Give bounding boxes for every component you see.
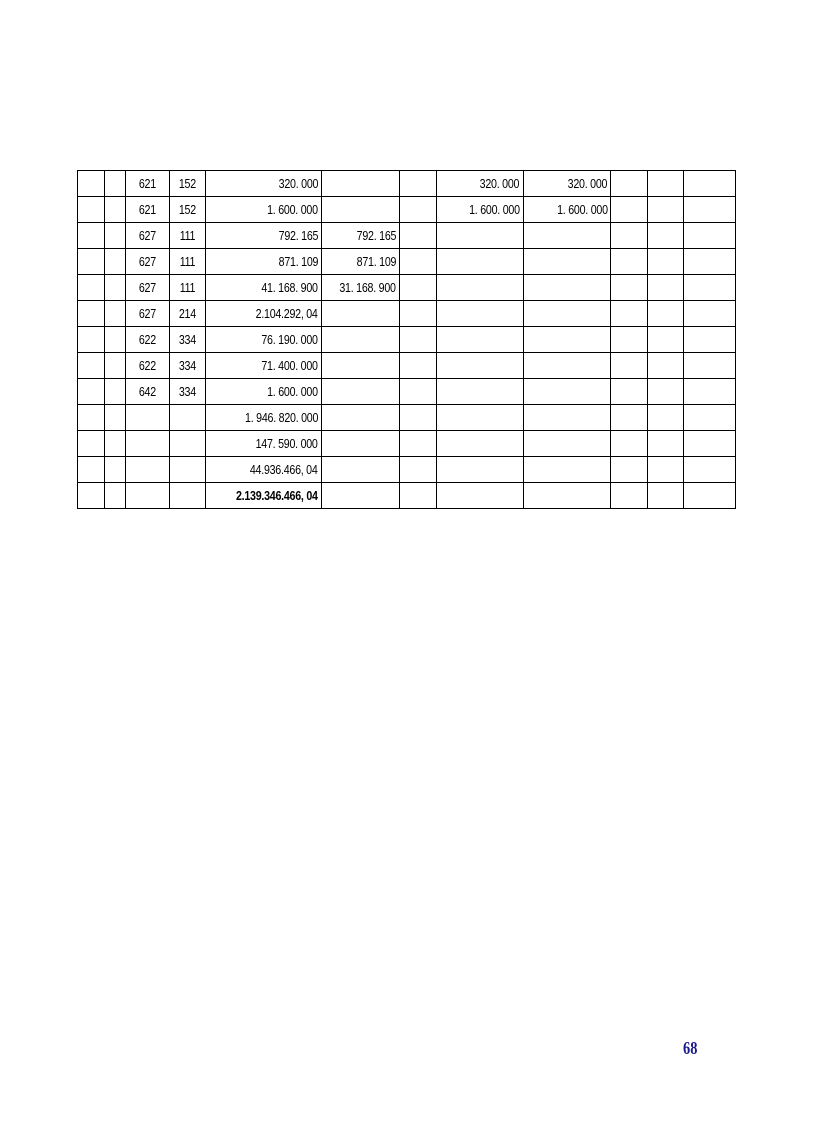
table-row xyxy=(78,405,736,431)
allocation-cell xyxy=(321,197,399,223)
cell-text: 622 xyxy=(138,332,156,347)
allocation-cell xyxy=(321,223,399,249)
cell-text: 334 xyxy=(178,332,196,347)
amount-cell xyxy=(205,405,321,431)
cell-text: 792. 165 xyxy=(356,228,397,243)
amount-cell xyxy=(205,457,321,483)
table-cell xyxy=(78,223,105,249)
page-number: 68 xyxy=(683,1038,698,1058)
table-cell xyxy=(78,405,105,431)
table-cell xyxy=(684,405,736,431)
allocation-cell xyxy=(523,327,611,353)
table-cell xyxy=(105,197,125,223)
table-cell xyxy=(105,431,125,457)
table-cell xyxy=(105,223,125,249)
table-row xyxy=(78,197,736,223)
cell-text: 1. 600. 000 xyxy=(469,202,520,217)
credit-account-cell xyxy=(169,457,205,483)
cell-text: 334 xyxy=(178,384,196,399)
cell-text: 622 xyxy=(138,358,156,373)
table-cell xyxy=(611,457,648,483)
allocation-cell xyxy=(523,171,611,197)
cell-text: 111 xyxy=(179,254,196,269)
cell-text: 1. 600. 000 xyxy=(556,202,608,217)
cell-text: 627 xyxy=(138,254,156,269)
cell-text: 627 xyxy=(138,228,156,243)
table-cell xyxy=(648,223,684,249)
credit-account-cell xyxy=(169,223,205,249)
debit-account-cell xyxy=(125,249,169,275)
table-row xyxy=(78,249,736,275)
table-row xyxy=(78,171,736,197)
debit-account-cell xyxy=(125,353,169,379)
allocation-cell xyxy=(437,171,524,197)
debit-account-cell xyxy=(125,483,169,509)
table-cell xyxy=(105,275,125,301)
table-cell xyxy=(105,379,125,405)
table-cell xyxy=(105,353,125,379)
allocation-cell xyxy=(437,379,524,405)
table-cell xyxy=(400,457,437,483)
allocation-cell xyxy=(437,249,524,275)
allocation-cell xyxy=(321,249,399,275)
allocation-cell xyxy=(321,171,399,197)
cell-text: 642 xyxy=(138,384,156,399)
allocation-cell xyxy=(523,275,611,301)
debit-account-cell xyxy=(125,301,169,327)
table-cell xyxy=(611,379,648,405)
cell-text: 621 xyxy=(138,176,156,191)
table-cell xyxy=(400,353,437,379)
table-cell xyxy=(648,249,684,275)
ledger-body xyxy=(78,171,736,509)
debit-account-cell xyxy=(125,327,169,353)
cell-text: 871. 109 xyxy=(278,254,318,269)
cell-text: 627 xyxy=(138,280,156,295)
table-cell xyxy=(105,249,125,275)
table-cell xyxy=(684,275,736,301)
table-cell xyxy=(400,327,437,353)
table-cell xyxy=(105,405,125,431)
table-cell xyxy=(400,249,437,275)
table-cell xyxy=(611,301,648,327)
table-cell xyxy=(105,301,125,327)
table-row xyxy=(78,353,736,379)
table-row xyxy=(78,223,736,249)
allocation-cell xyxy=(321,431,399,457)
table-cell xyxy=(648,275,684,301)
amount-cell xyxy=(205,379,321,405)
cell-text: 1. 946. 820. 000 xyxy=(244,410,318,425)
table-cell xyxy=(105,171,125,197)
cell-text: 334 xyxy=(178,358,196,373)
allocation-cell xyxy=(523,223,611,249)
table-cell xyxy=(400,379,437,405)
cell-text: 76. 190. 000 xyxy=(261,332,318,347)
table-cell xyxy=(78,353,105,379)
credit-account-cell xyxy=(169,379,205,405)
table-cell xyxy=(78,457,105,483)
table-cell xyxy=(648,327,684,353)
debit-account-cell xyxy=(125,431,169,457)
credit-account-cell xyxy=(169,275,205,301)
table-cell xyxy=(684,171,736,197)
table-cell xyxy=(611,171,648,197)
allocation-cell xyxy=(437,301,524,327)
amount-cell xyxy=(205,327,321,353)
table-cell xyxy=(400,223,437,249)
amount-cell xyxy=(205,171,321,197)
allocation-cell xyxy=(437,327,524,353)
cell-text: 871. 109 xyxy=(356,254,397,269)
table-row xyxy=(78,457,736,483)
credit-account-cell xyxy=(169,171,205,197)
table-cell xyxy=(400,431,437,457)
cell-text: 1. 600. 000 xyxy=(267,202,318,217)
table-cell xyxy=(684,353,736,379)
table-cell xyxy=(78,379,105,405)
table-row xyxy=(78,483,736,509)
amount-cell xyxy=(205,223,321,249)
cell-text: 44.936.466, 04 xyxy=(250,462,318,477)
amount-cell xyxy=(205,275,321,301)
table-cell xyxy=(648,431,684,457)
table-cell xyxy=(611,405,648,431)
cell-text: 31. 168. 900 xyxy=(339,280,397,295)
cell-text: 2.139.346.466, 04 xyxy=(236,488,318,503)
amount-cell xyxy=(205,353,321,379)
credit-account-cell xyxy=(169,197,205,223)
allocation-cell xyxy=(437,431,524,457)
debit-account-cell xyxy=(125,223,169,249)
amount-cell xyxy=(205,431,321,457)
table-cell xyxy=(400,483,437,509)
table-cell xyxy=(78,327,105,353)
table-row xyxy=(78,275,736,301)
amount-cell xyxy=(205,197,321,223)
cell-text: 111 xyxy=(179,228,196,243)
table-cell xyxy=(400,171,437,197)
table-cell xyxy=(648,379,684,405)
cell-text: 792. 165 xyxy=(278,228,318,243)
table-cell xyxy=(611,327,648,353)
table-cell xyxy=(400,275,437,301)
allocation-cell xyxy=(437,457,524,483)
table-cell xyxy=(78,483,105,509)
debit-account-cell xyxy=(125,379,169,405)
table-row xyxy=(78,431,736,457)
cell-text: 147. 590. 000 xyxy=(255,436,318,451)
credit-account-cell xyxy=(169,301,205,327)
amount-cell xyxy=(205,301,321,327)
allocation-cell xyxy=(321,379,399,405)
allocation-cell xyxy=(321,483,399,509)
allocation-cell xyxy=(437,275,524,301)
credit-account-cell xyxy=(169,483,205,509)
allocation-cell xyxy=(321,275,399,301)
table-cell xyxy=(684,327,736,353)
credit-account-cell xyxy=(169,431,205,457)
table-cell xyxy=(400,405,437,431)
credit-account-cell xyxy=(169,327,205,353)
cell-text: 2.104.292, 04 xyxy=(255,306,318,321)
allocation-cell xyxy=(321,405,399,431)
table-cell xyxy=(400,197,437,223)
credit-account-cell xyxy=(169,353,205,379)
amount-cell xyxy=(205,249,321,275)
allocation-cell xyxy=(321,327,399,353)
table-cell xyxy=(78,301,105,327)
table-cell xyxy=(78,275,105,301)
allocation-cell xyxy=(321,353,399,379)
table-cell xyxy=(105,483,125,509)
table-cell xyxy=(648,353,684,379)
cell-text: 1. 600. 000 xyxy=(267,384,318,399)
table-cell xyxy=(611,483,648,509)
table-cell xyxy=(684,457,736,483)
allocation-cell xyxy=(437,353,524,379)
table-cell xyxy=(684,483,736,509)
table-cell xyxy=(611,431,648,457)
table-row xyxy=(78,301,736,327)
allocation-cell xyxy=(523,353,611,379)
table-cell xyxy=(611,223,648,249)
table-cell xyxy=(105,457,125,483)
cell-text: 320. 000 xyxy=(480,176,520,191)
allocation-cell xyxy=(523,197,611,223)
table-cell xyxy=(648,171,684,197)
cell-text: 41. 168. 900 xyxy=(261,280,318,295)
debit-account-cell xyxy=(125,197,169,223)
table-cell xyxy=(684,431,736,457)
cell-text: 152 xyxy=(178,202,196,217)
allocation-cell xyxy=(523,301,611,327)
cell-text: 320. 000 xyxy=(567,176,608,191)
amount-cell xyxy=(205,483,321,509)
table-cell xyxy=(400,301,437,327)
table-cell xyxy=(648,483,684,509)
cell-text: 627 xyxy=(138,306,156,321)
table-cell xyxy=(611,275,648,301)
debit-account-cell xyxy=(125,457,169,483)
table-cell xyxy=(78,171,105,197)
allocation-cell xyxy=(437,197,524,223)
cell-text: 214 xyxy=(178,306,196,321)
allocation-cell xyxy=(523,431,611,457)
table-cell xyxy=(648,197,684,223)
table-cell xyxy=(105,327,125,353)
allocation-cell xyxy=(321,457,399,483)
table-cell xyxy=(78,197,105,223)
table-row xyxy=(78,327,736,353)
cell-text: 152 xyxy=(178,176,196,191)
allocation-cell xyxy=(437,483,524,509)
cell-text: 111 xyxy=(179,280,196,295)
credit-account-cell xyxy=(169,405,205,431)
allocation-cell xyxy=(437,405,524,431)
cell-text: 320. 000 xyxy=(278,176,318,191)
table-cell xyxy=(648,301,684,327)
table-cell xyxy=(684,197,736,223)
cell-text: 621 xyxy=(138,202,156,217)
table-cell xyxy=(611,197,648,223)
debit-account-cell xyxy=(125,275,169,301)
table-cell xyxy=(648,405,684,431)
debit-account-cell xyxy=(125,171,169,197)
table-cell xyxy=(684,249,736,275)
table-cell xyxy=(648,457,684,483)
allocation-cell xyxy=(523,457,611,483)
table-cell xyxy=(78,249,105,275)
table-cell xyxy=(684,223,736,249)
table-cell xyxy=(684,379,736,405)
ledger-table xyxy=(77,170,736,509)
allocation-cell xyxy=(437,223,524,249)
table-cell xyxy=(78,431,105,457)
credit-account-cell xyxy=(169,249,205,275)
table-row xyxy=(78,379,736,405)
allocation-cell xyxy=(321,301,399,327)
allocation-cell xyxy=(523,379,611,405)
table-cell xyxy=(611,353,648,379)
allocation-cell xyxy=(523,483,611,509)
table-cell xyxy=(684,301,736,327)
debit-account-cell xyxy=(125,405,169,431)
allocation-cell xyxy=(523,405,611,431)
cell-text: 71. 400. 000 xyxy=(261,358,318,373)
allocation-cell xyxy=(523,249,611,275)
table-cell xyxy=(611,249,648,275)
